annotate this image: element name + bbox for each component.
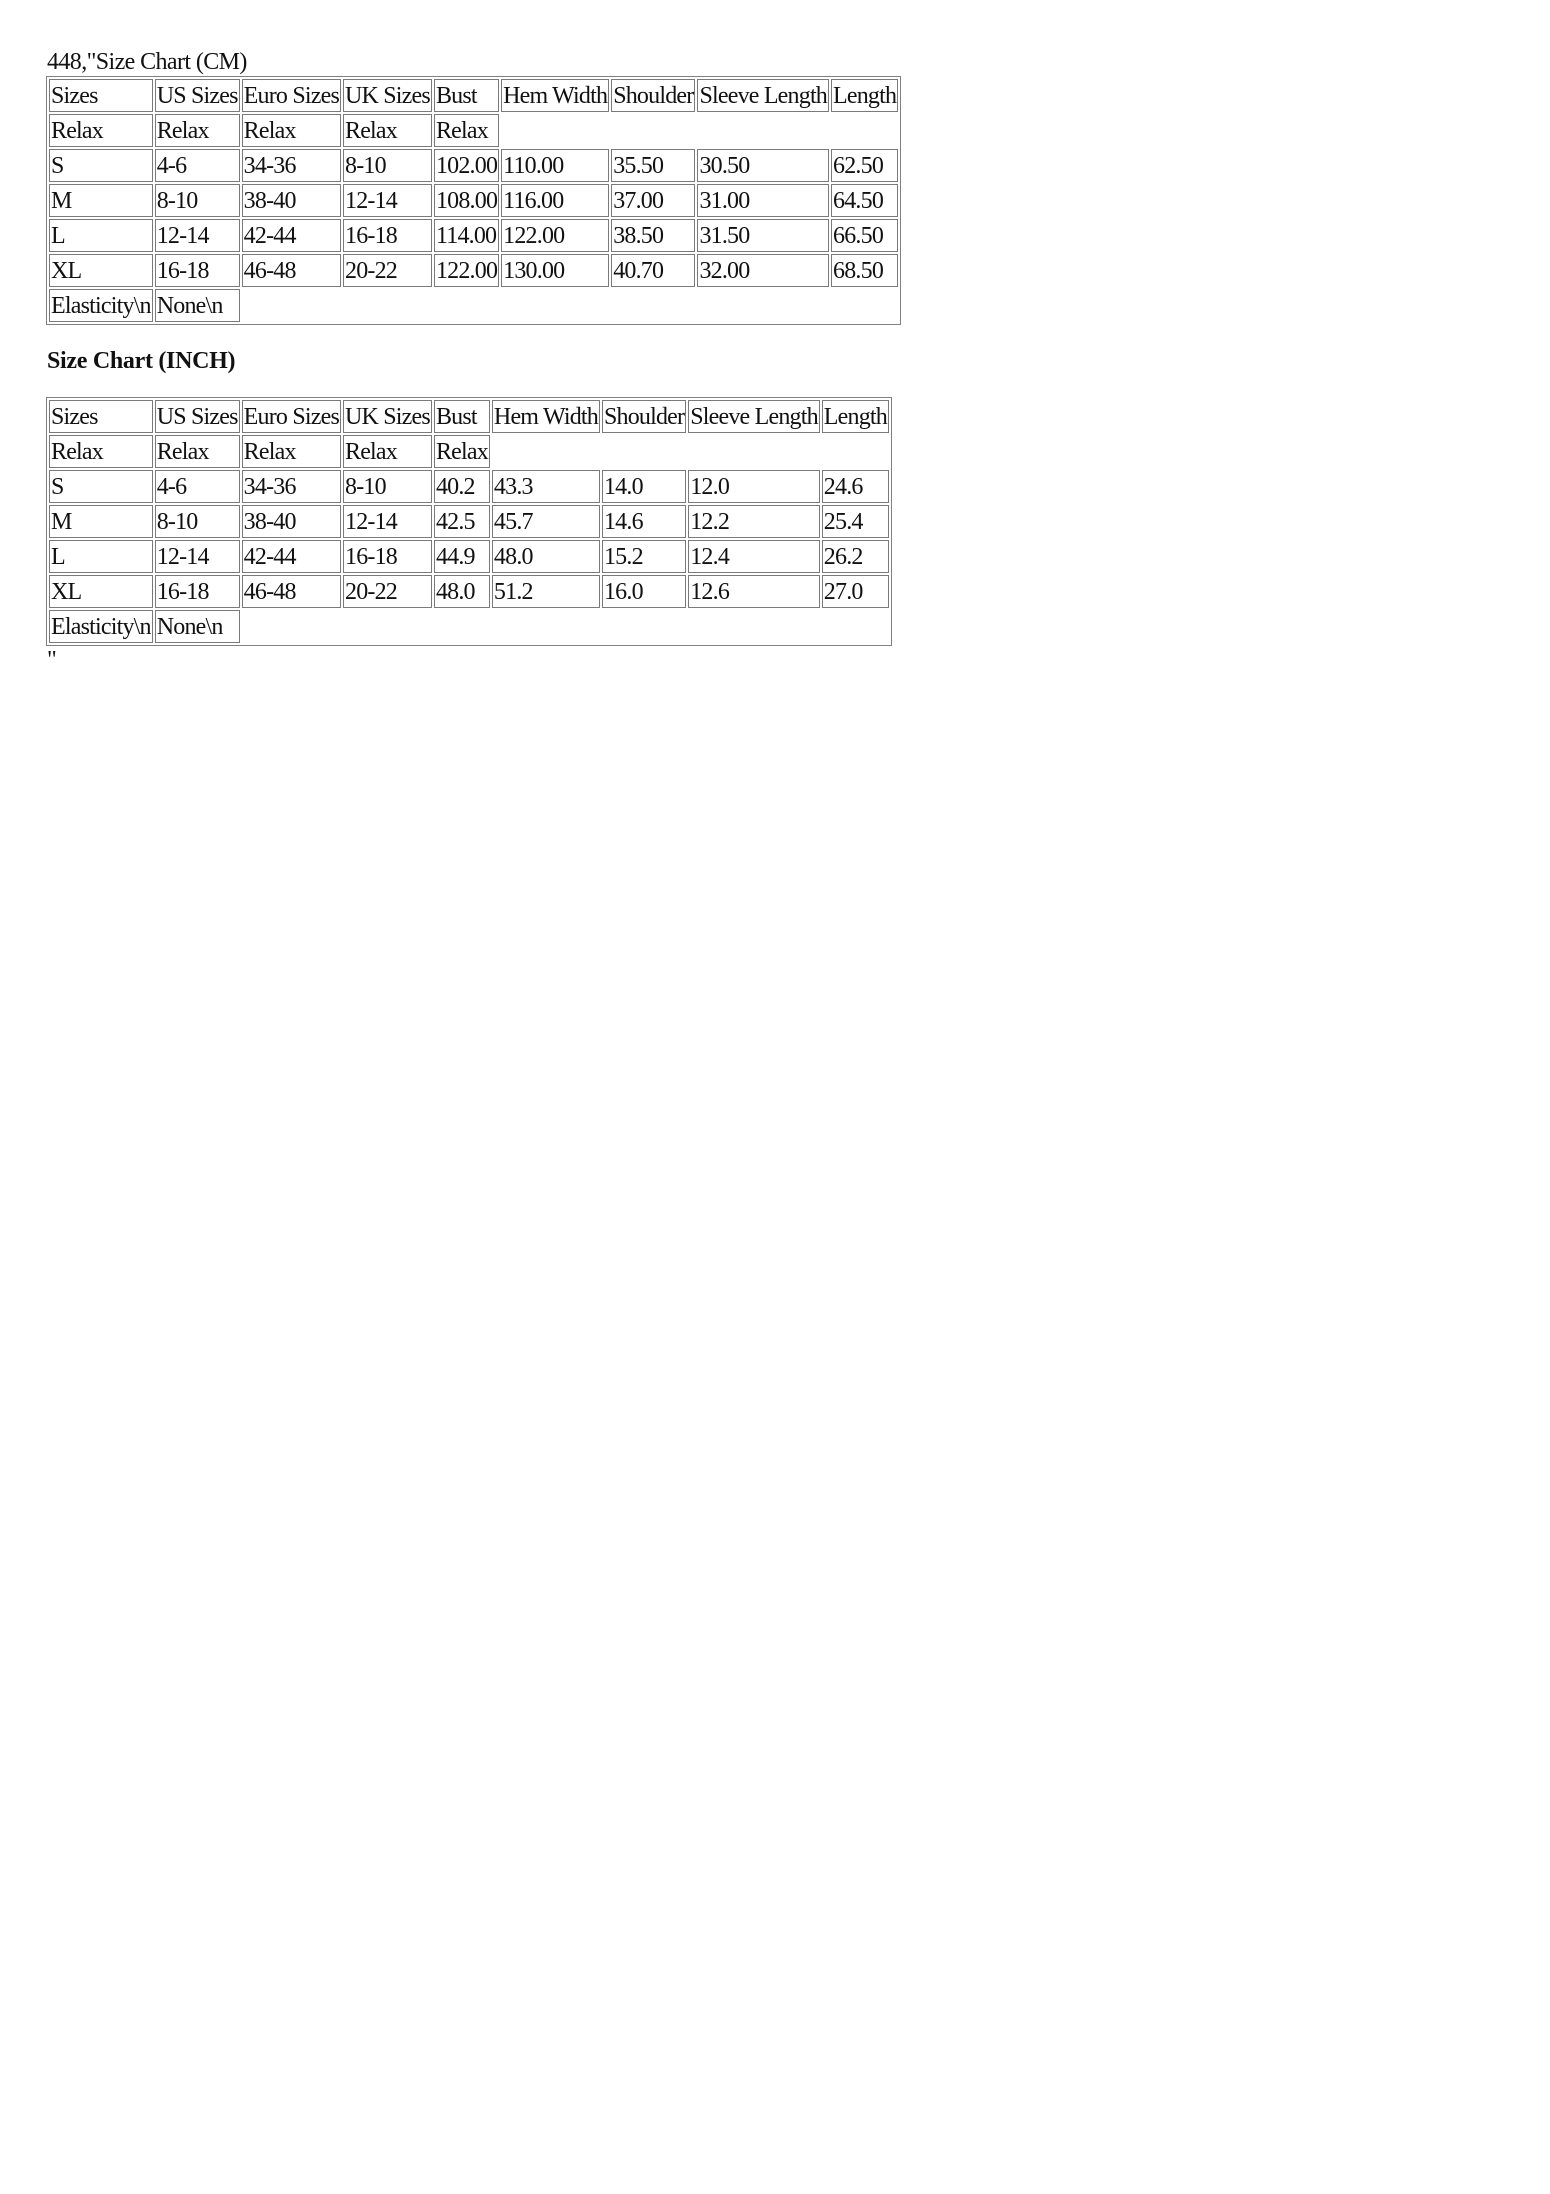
table-cell: 20-22 bbox=[343, 254, 432, 287]
table-cell: 12-14 bbox=[155, 219, 240, 252]
relax-row bbox=[49, 435, 889, 468]
size-row bbox=[49, 540, 889, 573]
table-cell: 16-18 bbox=[343, 219, 432, 252]
table-cell: 8-10 bbox=[343, 470, 432, 503]
table-cell: 14.0 bbox=[602, 470, 686, 503]
table-cell: 16-18 bbox=[343, 540, 432, 573]
table-cell: Bust bbox=[434, 400, 490, 433]
table-cell: 102.00 bbox=[434, 149, 499, 182]
size-chart-cm-table bbox=[46, 76, 901, 325]
table-cell: 108.00 bbox=[434, 184, 499, 217]
table-cell: 122.00 bbox=[501, 219, 609, 252]
table-cell: UK Sizes bbox=[343, 400, 432, 433]
table-cell: 64.50 bbox=[831, 184, 898, 217]
table-cell: Relax bbox=[343, 114, 432, 147]
table-cell: 37.00 bbox=[611, 184, 695, 217]
size-chart-cm-body bbox=[49, 79, 898, 322]
table-cell: Relax bbox=[242, 435, 341, 468]
table-cell: 12.2 bbox=[688, 505, 820, 538]
table-cell: US Sizes bbox=[155, 79, 240, 112]
table-cell: 42.5 bbox=[434, 505, 490, 538]
table-cell: 114.00 bbox=[434, 219, 499, 252]
table-cell: 14.6 bbox=[602, 505, 686, 538]
table-cell: UK Sizes bbox=[343, 79, 432, 112]
table-cell: 43.3 bbox=[492, 470, 600, 503]
table-cell: 32.00 bbox=[697, 254, 829, 287]
table-cell: S bbox=[49, 149, 153, 182]
header-row bbox=[49, 400, 889, 433]
table-cell: 31.50 bbox=[697, 219, 829, 252]
table-cell: 16-18 bbox=[155, 575, 240, 608]
table-cell: L bbox=[49, 219, 153, 252]
table-cell: 42-44 bbox=[242, 219, 341, 252]
table-cell: 12.6 bbox=[688, 575, 820, 608]
table-cell: 62.50 bbox=[831, 149, 898, 182]
empty-cell bbox=[242, 610, 889, 643]
table-cell: 30.50 bbox=[697, 149, 829, 182]
empty-cell bbox=[242, 289, 899, 322]
table-cell: 38-40 bbox=[242, 184, 341, 217]
table-cell: 130.00 bbox=[501, 254, 609, 287]
table-cell: Relax bbox=[155, 435, 240, 468]
table-cell: 68.50 bbox=[831, 254, 898, 287]
size-chart-inch-table bbox=[46, 397, 892, 646]
table-cell: Length bbox=[831, 79, 898, 112]
size-row bbox=[49, 505, 889, 538]
table-cell: 25.4 bbox=[822, 505, 889, 538]
table-cell: Shoulder bbox=[602, 400, 686, 433]
table-cell: 27.0 bbox=[822, 575, 889, 608]
intro-line: 448,"Size Chart (CM) bbox=[47, 49, 247, 75]
table-cell: 116.00 bbox=[501, 184, 609, 217]
table-cell: M bbox=[49, 505, 153, 538]
table-cell: 40.2 bbox=[434, 470, 490, 503]
size-chart-inch-body bbox=[49, 400, 889, 643]
table-cell: 4-6 bbox=[155, 470, 240, 503]
table-cell: 12-14 bbox=[155, 540, 240, 573]
table-cell: US Sizes bbox=[155, 400, 240, 433]
table-cell: None\n bbox=[155, 289, 240, 322]
table-cell: 122.00 bbox=[434, 254, 499, 287]
table-cell: Relax bbox=[155, 114, 240, 147]
table-cell: 38.50 bbox=[611, 219, 695, 252]
table-cell: XL bbox=[49, 575, 153, 608]
table-cell: 44.9 bbox=[434, 540, 490, 573]
table-cell: 38-40 bbox=[242, 505, 341, 538]
table-cell: M bbox=[49, 184, 153, 217]
table-cell: 46-48 bbox=[242, 254, 341, 287]
table-cell: 48.0 bbox=[434, 575, 490, 608]
table-cell: 16.0 bbox=[602, 575, 686, 608]
table-cell: Sizes bbox=[49, 400, 153, 433]
empty-cell bbox=[492, 435, 889, 468]
size-row bbox=[49, 149, 898, 182]
table-cell: XL bbox=[49, 254, 153, 287]
table-cell: Elasticity\n bbox=[49, 610, 153, 643]
table-cell: S bbox=[49, 470, 153, 503]
table-cell: 31.00 bbox=[697, 184, 829, 217]
table-cell: 20-22 bbox=[343, 575, 432, 608]
table-cell: Length bbox=[822, 400, 889, 433]
table-cell: 34-36 bbox=[242, 470, 341, 503]
table-cell: Bust bbox=[434, 79, 499, 112]
table-cell: 12.0 bbox=[688, 470, 820, 503]
table-cell: 40.70 bbox=[611, 254, 695, 287]
table-cell: 34-36 bbox=[242, 149, 341, 182]
table-cell: 35.50 bbox=[611, 149, 695, 182]
table-cell: 4-6 bbox=[155, 149, 240, 182]
table-cell: Sleeve Length bbox=[697, 79, 829, 112]
empty-cell bbox=[501, 114, 898, 147]
table-cell: 12-14 bbox=[343, 505, 432, 538]
header-row bbox=[49, 79, 898, 112]
size-chart-inch-heading: Size Chart (INCH) bbox=[47, 348, 236, 374]
table-cell: Relax bbox=[49, 114, 153, 147]
size-row bbox=[49, 470, 889, 503]
closing-quote: " bbox=[47, 647, 57, 673]
table-cell: 15.2 bbox=[602, 540, 686, 573]
size-row bbox=[49, 575, 889, 608]
table-cell: 66.50 bbox=[831, 219, 898, 252]
table-cell: Relax bbox=[242, 114, 341, 147]
elasticity-row bbox=[49, 289, 898, 322]
table-cell: Relax bbox=[434, 435, 490, 468]
table-cell: 8-10 bbox=[155, 184, 240, 217]
table-cell: Relax bbox=[343, 435, 432, 468]
table-cell: None\n bbox=[155, 610, 240, 643]
table-cell: 51.2 bbox=[492, 575, 600, 608]
table-cell: 42-44 bbox=[242, 540, 341, 573]
table-cell: Sizes bbox=[49, 79, 153, 112]
table-cell: 45.7 bbox=[492, 505, 600, 538]
size-chart-document bbox=[47, 48, 901, 674]
size-row bbox=[49, 254, 898, 287]
table-cell: Relax bbox=[49, 435, 153, 468]
table-cell: 8-10 bbox=[155, 505, 240, 538]
table-cell: 110.00 bbox=[501, 149, 609, 182]
table-cell: 48.0 bbox=[492, 540, 600, 573]
table-cell: L bbox=[49, 540, 153, 573]
relax-row bbox=[49, 114, 898, 147]
elasticity-row bbox=[49, 610, 889, 643]
size-row bbox=[49, 219, 898, 252]
table-cell: 46-48 bbox=[242, 575, 341, 608]
table-cell: Shoulder bbox=[611, 79, 695, 112]
table-cell: 12-14 bbox=[343, 184, 432, 217]
table-cell: Elasticity\n bbox=[49, 289, 153, 322]
table-cell: Euro Sizes bbox=[242, 400, 341, 433]
table-cell: Hem Width bbox=[501, 79, 609, 112]
table-cell: Relax bbox=[434, 114, 499, 147]
table-cell: Hem Width bbox=[492, 400, 600, 433]
table-cell: 8-10 bbox=[343, 149, 432, 182]
table-cell: 24.6 bbox=[822, 470, 889, 503]
table-cell: Euro Sizes bbox=[242, 79, 341, 112]
table-cell: 16-18 bbox=[155, 254, 240, 287]
size-row bbox=[49, 184, 898, 217]
table-cell: Sleeve Length bbox=[688, 400, 820, 433]
table-cell: 12.4 bbox=[688, 540, 820, 573]
table-cell: 26.2 bbox=[822, 540, 889, 573]
